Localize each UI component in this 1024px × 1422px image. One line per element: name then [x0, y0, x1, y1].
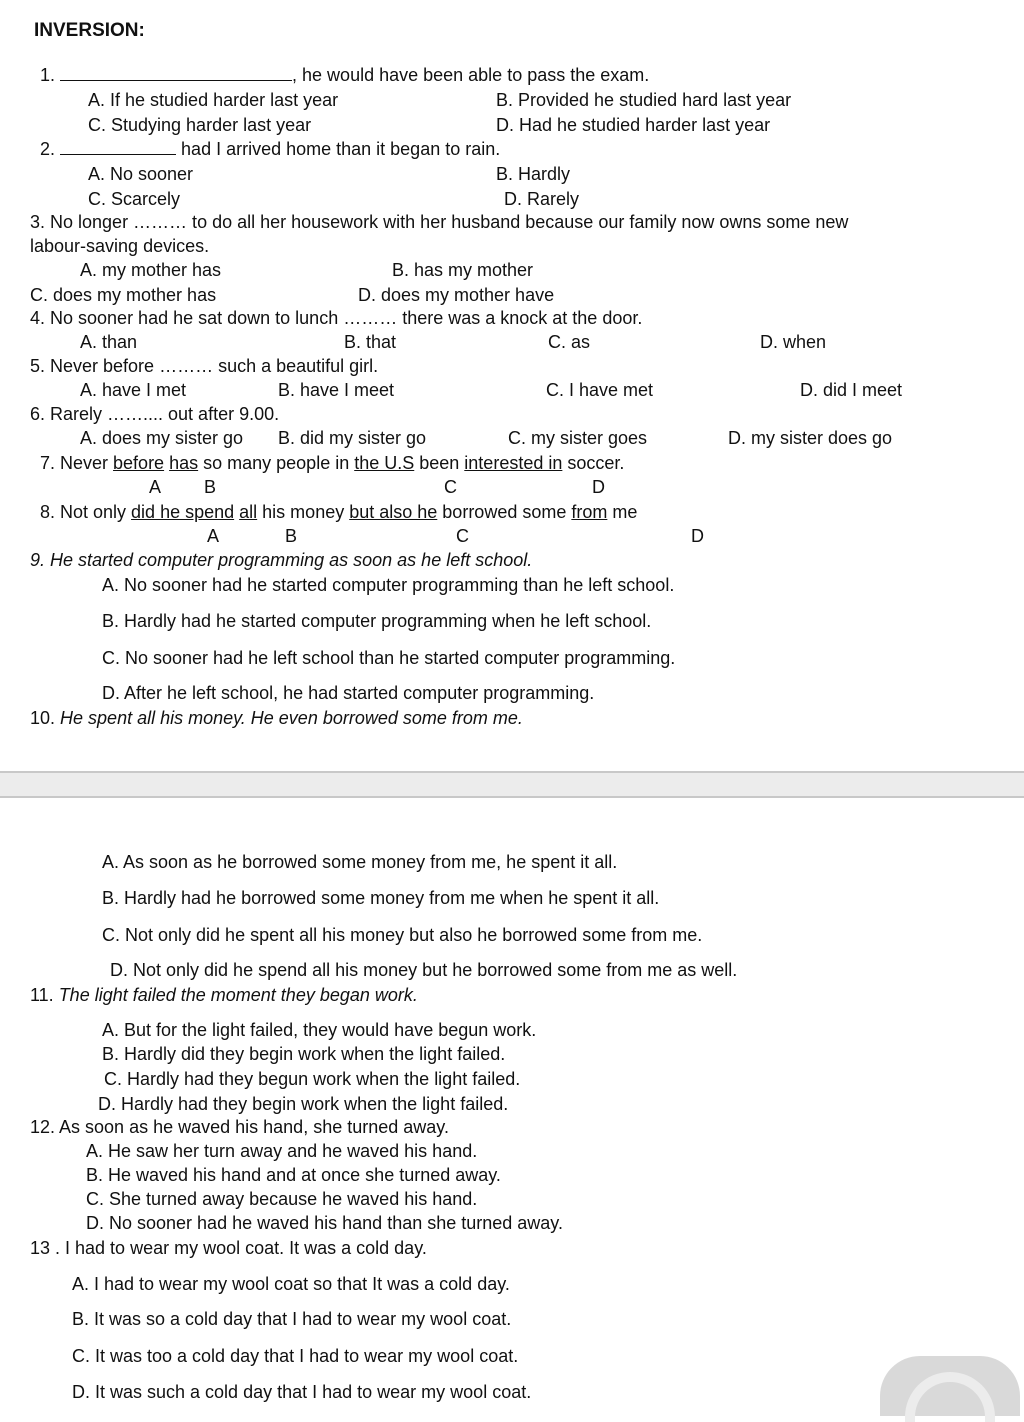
- option-c: C. as: [548, 332, 591, 352]
- underlined-part-b: all: [239, 502, 258, 522]
- option-a: A. than: [80, 332, 138, 352]
- option-b: B. Hardly had he borrowed some money from me when he spent it all.: [102, 888, 660, 908]
- question-10-stem: [30, 707, 523, 729]
- question-number: 1.: [40, 65, 56, 85]
- option-d: D. did I meet: [800, 380, 903, 400]
- question-number: 11.: [30, 985, 59, 1005]
- option-d: D. It was such a cold day that I had to wear my wool coat.: [72, 1382, 532, 1402]
- option-b: B. have I meet: [278, 380, 395, 400]
- label-a: A: [207, 526, 220, 546]
- option-a: A. I had to wear my wool coat so that It was a cold day.: [72, 1274, 510, 1294]
- question-3-stem-cont: labour-saving devices.: [30, 236, 210, 256]
- divider: [0, 771, 1024, 773]
- option-a: A. If he studied harder last year: [88, 90, 339, 110]
- option-b: B. Hardly had he started computer programming when he left school.: [102, 611, 652, 631]
- label-b: B: [204, 477, 217, 497]
- option-b: B. He waved his hand and at once she turned away.: [86, 1165, 501, 1185]
- question-13-stem: 13 . I had to wear my wool coat. It was a cold day.: [30, 1238, 427, 1258]
- question-12-stem: 12. As soon as he waved his hand, she turned away.: [30, 1117, 449, 1137]
- option-c: C. Scarcely: [88, 189, 181, 209]
- option-a: A. As soon as he borrowed some money from me, he spent it all.: [102, 852, 618, 872]
- label-b: B: [285, 526, 298, 546]
- underlined-part-c: the U.S: [354, 453, 415, 473]
- label-a: A: [149, 477, 162, 497]
- underlined-part-b: has: [169, 453, 199, 473]
- option-a: A. He saw her turn away and he waved his hand.: [86, 1141, 478, 1161]
- underlined-part-a: did he spend: [131, 502, 235, 522]
- page-title: INVERSION:: [34, 20, 145, 41]
- option-b: B. Provided he studied hard last year: [496, 90, 792, 110]
- underlined-part-d: interested in: [464, 453, 563, 473]
- option-d: D. when: [760, 332, 827, 352]
- page-break: [0, 773, 1024, 796]
- stem-text: , he would have been able to pass the exam.: [292, 65, 650, 85]
- option-a: A. have I met: [80, 380, 187, 400]
- option-c: C. Hardly had they begun work when the light failed.: [104, 1069, 521, 1089]
- option-b: B. did my sister go: [278, 428, 427, 448]
- option-c: C. does my mother has: [30, 285, 217, 305]
- question-3-stem: 3. No longer ……… to do all her housework with her husband because our family now owns some new: [30, 212, 849, 232]
- option-a: A. my mother has: [80, 260, 222, 280]
- option-b: B. Hardly did they begin work when the light failed.: [102, 1044, 506, 1064]
- option-d: D. Rarely: [504, 189, 580, 209]
- question-5-stem: 5. Never before ……… such a beautiful girl.: [30, 356, 379, 376]
- option-a: A. No sooner: [88, 164, 194, 184]
- option-c: C. Studying harder last year: [88, 115, 312, 135]
- label-d: D: [592, 477, 605, 497]
- option-d: D. does my mother have: [358, 285, 555, 305]
- option-d: D. No sooner had he waved his hand than she turned away.: [86, 1213, 563, 1233]
- option-c: C. my sister goes: [508, 428, 648, 448]
- question-11-stem: [30, 984, 418, 1006]
- option-a: A. But for the light failed, they would have begun work.: [102, 1020, 537, 1040]
- option-c: C. I have met: [546, 380, 654, 400]
- option-d: D. Had he studied harder last year: [496, 115, 771, 135]
- question-number: 10.: [30, 708, 61, 728]
- underlined-part-c: but also he: [349, 502, 438, 522]
- stem-text: He spent all his money. He even borrowed some from me.: [60, 708, 523, 728]
- underlined-part-a: before: [113, 453, 165, 473]
- stem-text: The light failed the moment they began work.: [58, 985, 418, 1005]
- divider: [0, 796, 1024, 798]
- option-b: B. that: [344, 332, 397, 352]
- answer-blank: [60, 66, 292, 81]
- question-1-stem: [40, 64, 649, 86]
- option-b: B. Hardly: [496, 164, 571, 184]
- option-d: D. my sister does go: [728, 428, 893, 448]
- underlined-part-d: from: [571, 502, 608, 522]
- label-c: C: [456, 526, 469, 546]
- option-d: D. Not only did he spend all his money but he borrowed some from me as well.: [110, 960, 738, 980]
- question-2-stem: [40, 138, 500, 160]
- option-c: C. She turned away because he waved his hand.: [86, 1189, 478, 1209]
- question-8-stem: 8. Not only did he spend all his money but also he borrowed some from me: [40, 502, 638, 522]
- question-9-stem: 9. He started computer programming as soon as he left school.: [30, 550, 533, 570]
- question-number: 2.: [40, 139, 56, 159]
- option-d: D. After he left school, he had started computer programming.: [102, 683, 595, 703]
- label-d: D: [691, 526, 704, 546]
- option-d: D. Hardly had they begin work when the light failed.: [98, 1094, 509, 1114]
- option-c: C. Not only did he spent all his money but also he borrowed some from me.: [102, 925, 703, 945]
- question-6-stem: 6. Rarely …….... out after 9.00.: [30, 404, 280, 424]
- question-7-stem: 7. Never before has so many people in the U.S been interested in soccer.: [40, 453, 625, 473]
- stem-text: had I arrived home than it began to rain.: [181, 139, 501, 159]
- option-b: B. has my mother: [392, 260, 534, 280]
- option-a: A. does my sister go: [80, 428, 244, 448]
- answer-blank: [60, 140, 176, 155]
- option-c: C. It was too a cold day that I had to wear my wool coat.: [72, 1346, 519, 1366]
- option-b: B. It was so a cold day that I had to wear my wool coat.: [72, 1309, 512, 1329]
- option-a: A. No sooner had he started computer programming than he left school.: [102, 575, 675, 595]
- label-c: C: [444, 477, 457, 497]
- question-4-stem: 4. No sooner had he sat down to lunch ……… there was a knock at the door.: [30, 308, 643, 328]
- option-c: C. No sooner had he left school than he started computer programming.: [102, 648, 676, 668]
